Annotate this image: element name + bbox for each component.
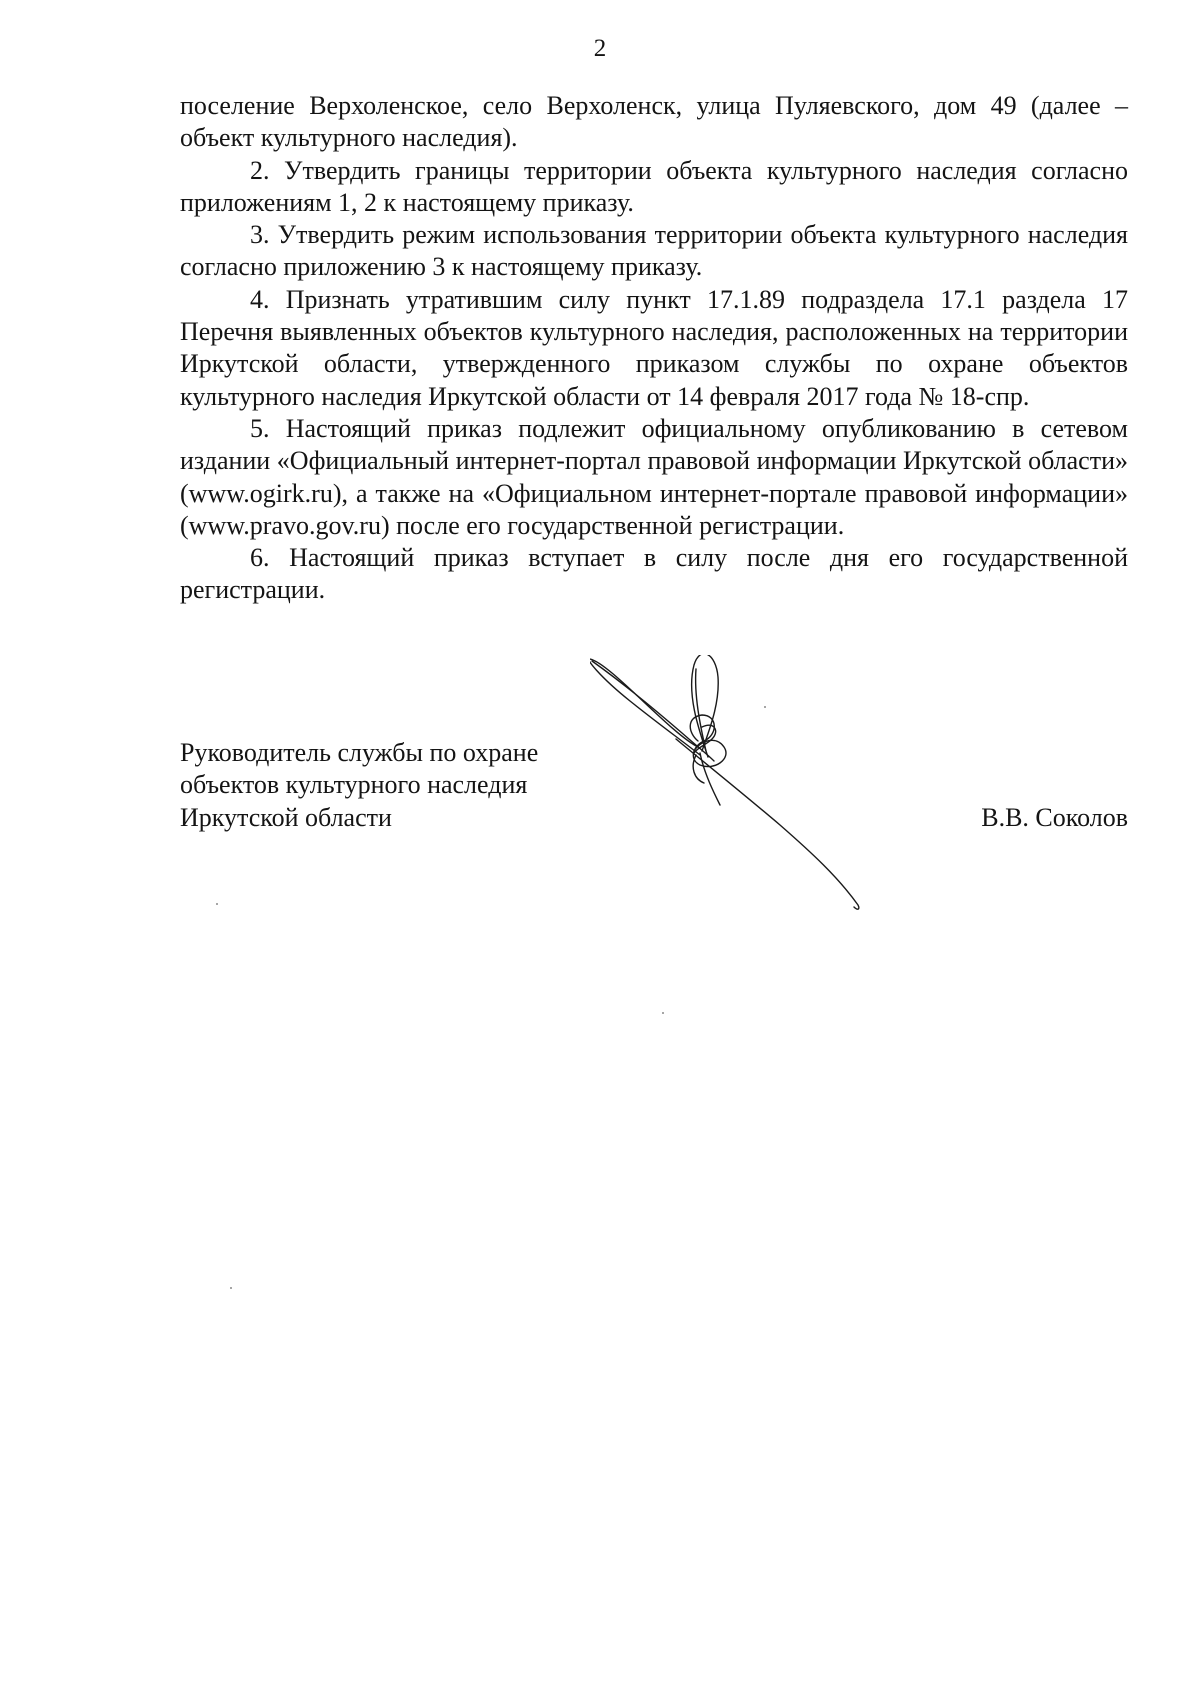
signer-position	[180, 737, 538, 834]
handwritten-signature	[590, 655, 910, 955]
signer-name: В.В. Соколов	[981, 802, 1128, 832]
page-number: 2	[593, 35, 607, 62]
paragraph-continuation: поселение Верхоленское, село Верхоленск, улица Пуляевского, дом 49 (далее – объект культурного наследия).	[180, 91, 1128, 153]
paragraph-item-3: 3. Утвердить режим использования территории объекта культурного наследия согласно приложению 3 к настоящему приказу.	[180, 220, 1128, 282]
paragraph-item-5: 5. Настоящий приказ подлежит официальному опубликованию в сетевом издании «Официальный интернет-портал правовой информации Иркутской области» (www.ogirk.ru), а также на «Официальном интернет-портале правовой информации» (www.pravo.gov.ru) после его государственной регистрации.	[180, 413, 1128, 540]
paragraph-item-6: 6. Настоящий приказ вступает в силу после дня его государственной регистрации.	[180, 543, 1128, 605]
signer-position-line: объектов культурного наследия	[180, 770, 528, 800]
signer-position-line: Иркутской области	[180, 802, 392, 832]
signer-position-line: Руководитель службы по охране	[180, 738, 539, 767]
scan-speck	[662, 1012, 664, 1014]
scan-speck	[764, 706, 766, 708]
scan-speck	[216, 903, 218, 905]
paragraph-item-4: 4. Признать утратившим силу пункт 17.1.89 подраздела 17.1 раздела 17 Перечня выявленных объектов культурного наследия, расположенных на территории Иркутской области, утвержденного приказом службы по охране объектов культурного наследия Иркутской области от 14 февраля 2017 года № 18-спр.	[180, 284, 1128, 411]
paragraph-item-2: 2. Утвердить границы территории объекта культурного наследия согласно приложениям 1, 2 к настоящему приказу.	[180, 155, 1128, 217]
scan-speck	[230, 1287, 232, 1289]
document-body	[180, 90, 1128, 607]
